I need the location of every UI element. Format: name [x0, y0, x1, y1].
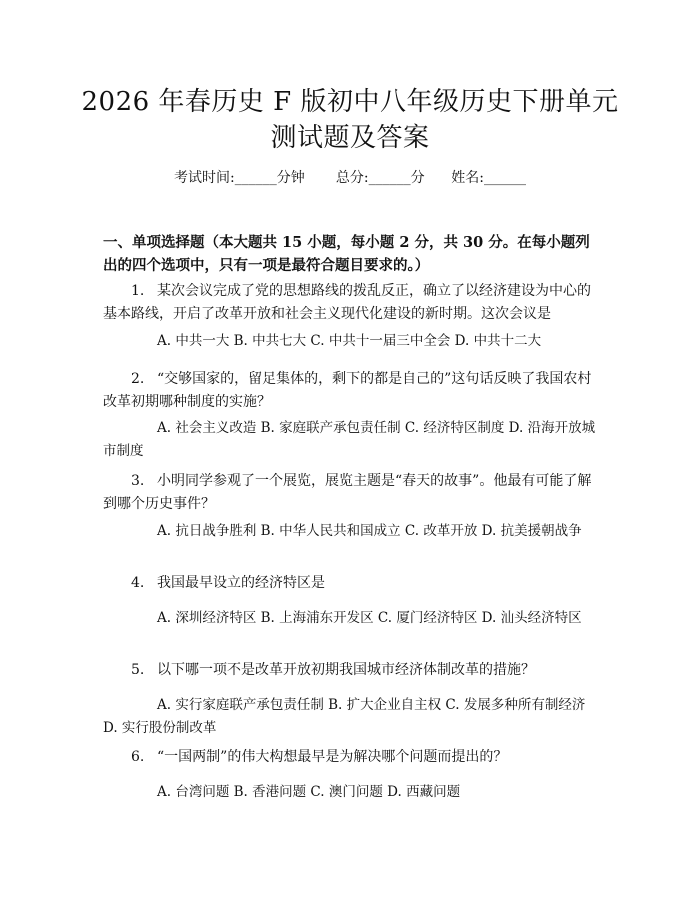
question-stem: 某次会议完成了党的思想路线的拨乱反正，确立了以经济建设为中心的基本路线，开启了改革开放和社会主义现代化建设的新时期。这次会议是 — [103, 283, 591, 322]
question-1-options: A. 中共一大 B. 中共七大 C. 中共十一届三中全会 D. 中共十二大 — [157, 333, 542, 349]
question-number: 5. — [131, 662, 145, 678]
exam-meta — [0, 168, 700, 188]
page-title-line-1: 2026 年春历史 F 版初中八年级历史下册单元 — [81, 87, 619, 117]
question-number: 6. — [131, 749, 145, 765]
question-2 — [103, 368, 601, 414]
question-number: 1. — [131, 283, 145, 299]
question-6-options: A. 台湾问题 B. 香港问题 C. 澳门问题 D. 西藏问题 — [157, 784, 461, 800]
question-2-options: A. 社会主义改造 B. 家庭联产承包责任制 C. 经济特区制度 D. 沿海开放城市制度 — [103, 420, 596, 459]
time-unit: 分钟 — [276, 170, 305, 186]
question-6 — [103, 746, 601, 769]
question-5-options: A. 实行家庭联产承包责任制 B. 扩大企业自主权 C. 发展多种所有制经济 D. 实行股份制改革 — [103, 697, 586, 736]
time-blank: ______ — [234, 170, 277, 186]
question-stem: “一国两制”的伟大构想最早是为解决哪个问题而提出的？ — [157, 749, 508, 765]
question-stem: “交够国家的，留足集体的，剩下的都是自己的”这句话反映了我国农村改革初期哪种制度的实施？ — [103, 371, 592, 410]
section-heading: 一、单项选择题（本大题共 15 小题，每小题 2 分，共 30 分。在每小题列出的四个选项中，只有一项是最符合题目要求的。） — [103, 234, 590, 274]
score-blank: ______ — [368, 170, 411, 186]
name-label: 姓名: — [451, 170, 484, 186]
question-number: 2. — [131, 371, 145, 387]
question-1 — [103, 280, 601, 326]
question-3 — [103, 470, 601, 516]
question-3-options: A. 抗日战争胜利 B. 中华人民共和国成立 C. 改革开放 D. 抗美援朝战争 — [157, 523, 582, 539]
question-5 — [103, 659, 601, 682]
question-stem: 小明同学参观了一个展览，展览主题是“春天的故事”。他最有可能了解到哪个历史事件？ — [103, 473, 592, 512]
question-4-options: A. 深圳经济特区 B. 上海浦东开发区 C. 厦门经济特区 D. 汕头经济特区 — [157, 610, 582, 626]
page-title-line-2: 测试题及答案 — [270, 123, 430, 153]
score-label: 总分: — [335, 170, 369, 186]
time-label: 考试时间: — [173, 170, 235, 186]
question-stem: 以下哪一项不是改革开放初期我国城市经济体制改革的措施？ — [157, 662, 535, 678]
question-number: 4. — [131, 575, 145, 591]
question-4 — [103, 572, 601, 595]
question-stem: 我国最早设立的经济特区是 — [157, 575, 325, 591]
score-unit: 分 — [410, 170, 425, 186]
question-number: 3. — [131, 473, 145, 489]
name-blank: ______ — [484, 170, 526, 186]
